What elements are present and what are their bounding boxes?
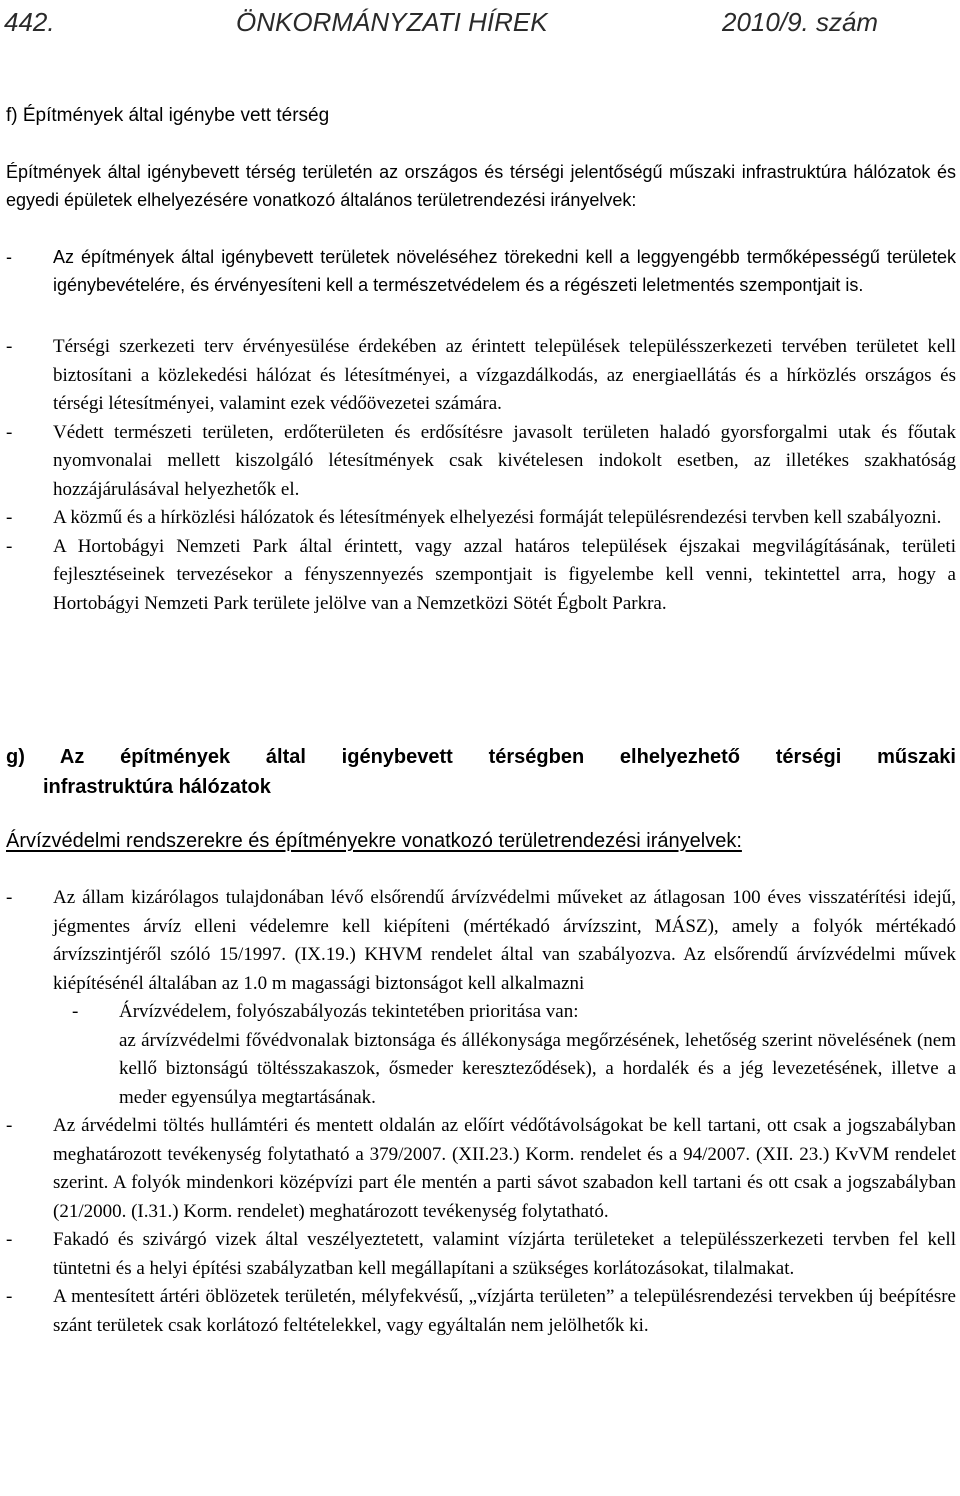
list-item	[6, 1226, 956, 1283]
list-item	[6, 1283, 956, 1340]
publication-title: ÖNKORMÁNYZATI HÍREK	[236, 7, 548, 37]
list-item	[6, 243, 956, 300]
section-f-list	[6, 243, 956, 300]
dash-marker: -	[6, 336, 13, 357]
list-item	[6, 884, 956, 998]
dash-marker: -	[6, 1286, 13, 1307]
list-item	[6, 333, 956, 419]
section-g-heading-line2: infrastruktúra hálózatok	[43, 776, 271, 798]
dash-marker: -	[6, 247, 12, 267]
section-g-heading	[6, 742, 956, 802]
list-item-text: A mentesített ártéri öblözetek területén, mélyfekvésű, „vízjárta területen” a településrendezési tervekben új beépítésre szánt területek csak korlátozó feltételekkel, vagy egyáltalán nem jelölhetők ki.	[53, 1286, 956, 1336]
nested-list-item-body: az árvízvédelmi fővédvonalak biztonsága és állékonysága megőrzésének, lehetőség szerint növelésének (nem kellő biztonságú töltésszakaszok, ősmeder kereszteződések), a hordalék és a jég levezetésének, illetve a meder egyensúlya megtartásának.	[119, 1029, 956, 1108]
dash-marker: -	[6, 535, 13, 557]
nested-list-item-title: Árvízvédelem, folyószabályozás tekintetében prioritása van:	[119, 1001, 579, 1022]
section-g-subheading: Árvízvédelmi rendszerekre és építményekre vonatkozó területrendezési irányelvek:	[6, 830, 742, 852]
dash-marker: -	[6, 421, 13, 443]
dash-marker: -	[6, 1115, 13, 1136]
list-item	[6, 533, 956, 619]
list-item	[6, 1112, 956, 1226]
dash-marker: -	[72, 1001, 79, 1022]
list-item-text: Az árvédelmi töltés hullámtéri és mentett oldalán az előírt védőtávolságokat be kell tartani, ott csak a jogszabályban meghatározott tevékenység folytatható a 379/2007. (XII.23.) Korm. rendelet és a 94/2007. (XII. 23.) KvVM rendelet szerint. A folyók mindenkori középvízi part éle mentén a parti sávot szabadon kell tartani és ott csak a jogszabályban (21/2000. (I.31.) Korm. rendelet) meghatározott tevékenység folytatható.	[53, 1115, 956, 1222]
list-item-text: Védett természeti területen, erdőterületen és erdősítésre javasolt területen haladó gyorsforgalmi utak és főutak nyomvonalai mellett kiszolgáló létesítmények csak kivételesen indokolt esetben, az illetékes szakhatóság hozzájárulásával helyezhetők el.	[53, 421, 956, 500]
section-g-list	[6, 884, 956, 1340]
list-item-text: Az építmények által igénybevett területek növeléséhez törekedni kell a leggyengébb termőképességű területek igénybevételére, és érvényesíteni kell a természetvédelem és a régészeti leletmentés szempontjait is.	[53, 247, 956, 296]
list-item-text: Az állam kizárólagos tulajdonában lévő elsőrendű árvízvédelmi műveket az átlagosan 100 éves visszatérítési idejű, jégmentes árvíz elleni védelemre kell kiépíteni (mértékadó árvízszint, MÁSZ), amely a folyók mértékadó árvízszintjéről szóló 15/1997. (IX.19.) KHVM rendelet által van szabályozva. Az elsőrendű árvízvédelmi művek kiépítésénél általában az 1.0 m magassági biztonságot kell alkalmazni	[53, 887, 956, 994]
list-item-text: Térségi szerkezeti terv érvényesülése érdekében az érintett települések településszerkezeti tervében területet kell biztosítani a közlekedési hálózat és létesítményei, a vízgazdálkodás, az energiaellátás és a hírközlés országos és térségi létesítményei, valamint ezek védőövezetei számára.	[53, 336, 956, 414]
dash-marker: -	[6, 1229, 13, 1250]
list-item-text: A Hortobágyi Nemzeti Park által érintett, vagy azzal határos települések éjszakai megvilágításának, területi fejlesztéseinek tervezésekor a fényszennyezés szempontjait is figyelembe kell venni, tekintettel arra, hogy a Hortobágyi Nemzeti Park területe jelölve van a Nemzetközi Sötét Égbolt Parkra.	[53, 535, 956, 614]
section-f-heading: f) Építmények által igénybe vett térség	[6, 105, 330, 126]
nested-list-item	[72, 998, 956, 1112]
list-item	[6, 419, 956, 505]
page-header	[4, 0, 954, 48]
issue-number: 2010/9. szám	[722, 7, 879, 37]
dash-marker: -	[6, 887, 13, 908]
list-item-text: Fakadó és szivárgó vizek által veszélyeztetett, valamint vízjárta területeket a településszerkezeti tervben fel kell tüntetni és a helyi építési szabályzatban kell megállapítani a szükséges korlátozásokat, tilalmakat.	[53, 1229, 956, 1279]
dash-marker: -	[6, 507, 13, 528]
page-number: 442.	[4, 7, 55, 37]
section-f-intro: Építmények által igénybevett térség területén az országos és térségi jelentőségű műszaki infrastruktúra hálózatok és egyedi épületek elhelyezésére vonatkozó általános területrendezési irányelvek:	[6, 162, 956, 211]
list-item	[6, 504, 956, 533]
section-g-heading-line1: g) Az építmények által igénybevett térségben elhelyezhető térségi műszaki	[6, 746, 956, 768]
list-item-text: A közmű és a hírközlési hálózatok és létesítmények elhelyezési formáját településrendezési tervben kell szabályozni.	[53, 507, 942, 528]
section-f-list-continued	[6, 333, 956, 618]
